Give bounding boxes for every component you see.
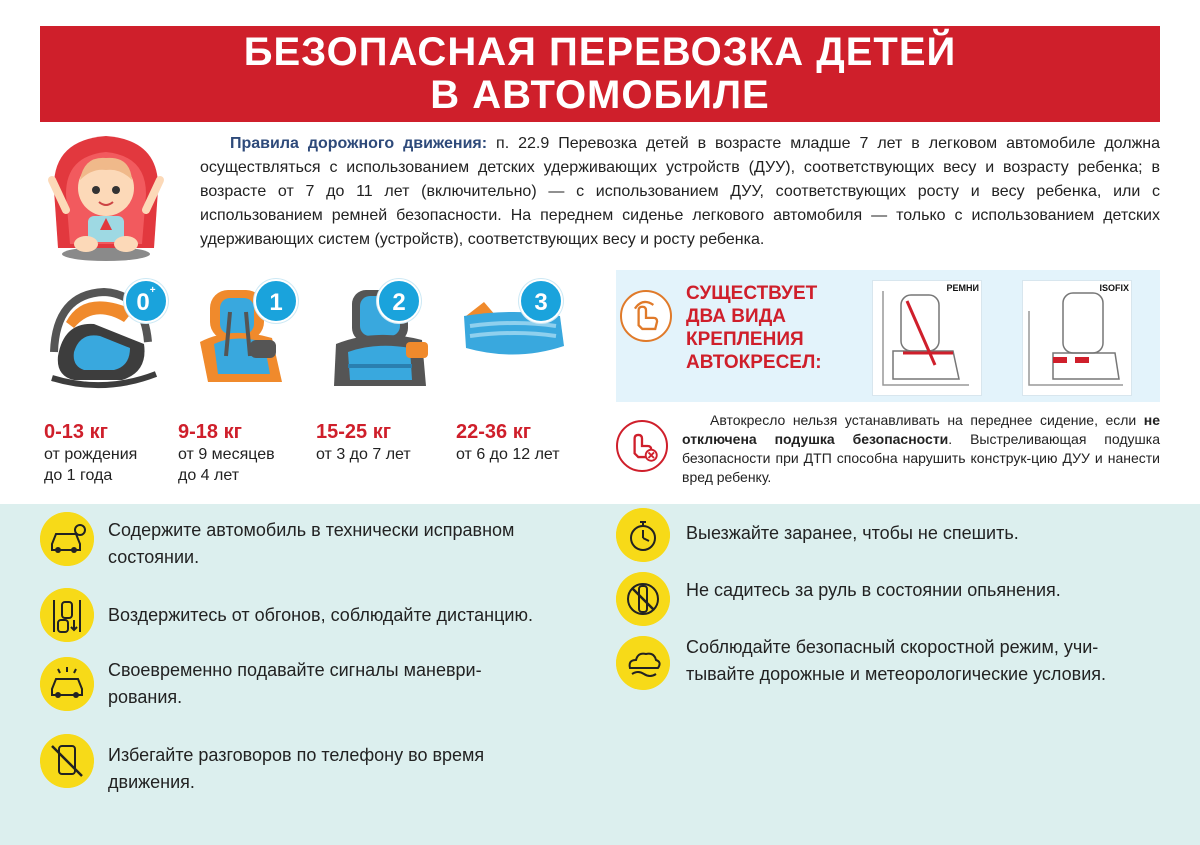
no-alcohol-icon — [616, 572, 670, 626]
age-label: от рождения — [44, 446, 138, 463]
no-front-seat-icon — [616, 420, 668, 472]
isofix-seat-icon — [1023, 281, 1131, 395]
tip-no-alcohol: Не садитесь за руль в состоянии опьянения. — [686, 580, 1061, 600]
tip-car-condition: Содержите автомобиль в технически исправном состоянии. — [108, 520, 515, 567]
airbag-warning-text: Автокресло нельзя устанавливать на переднее сидение, если не отключена подушка безопасности. Выстреливающая подушка безопасности при ДТП способна нарушить конструк-цию ДУУ и нанести вред ребенку. — [682, 412, 1160, 485]
weight-label: 22-36 кг — [456, 421, 532, 443]
hand-touch-icon — [620, 290, 672, 342]
isofix-mount-label: ISOFIX — [1099, 283, 1129, 293]
group-badge-2: 2 — [377, 279, 421, 323]
group-badge-3: 3 — [519, 279, 563, 323]
title-line-2: В АВТОМОБИЛЕ — [430, 73, 770, 117]
weather-icon — [616, 636, 670, 690]
rules-text: п. 22.9 Перевозка детей в возрасте младше 7 лет в легковом автомобиле должна осуществляться с использованием детских удерживающих устройств (ДУУ), соответствующих весу и возрасту ребенка; в возрасте от 7 до 11 лет (включительно) — с использованием ДУУ, соответствующих росту и весу ребенка, или с использованием ремней безопасности. На переднем сиденье легкового автомобиля — только с использованием детских удерживающих систем (устройств), соответствующих весу и росту ребенка. — [200, 135, 1161, 248]
car-signal-icon — [40, 657, 94, 711]
tip-signals: Своевременно подавайте сигналы маневри- рования. — [108, 660, 482, 707]
car-service-icon — [40, 512, 94, 566]
age-label: от 3 до 7 лет — [316, 446, 411, 463]
isofix-mount-illustration — [1022, 280, 1132, 396]
no-phone-icon — [40, 734, 94, 788]
tip-safe-speed: Соблюдайте безопасный скоростной режим, учи- тывайте дорожные и метеорологические условия. — [686, 637, 1107, 684]
weight-label: 0-13 кг — [44, 421, 108, 443]
age-label: до 4 лет — [178, 467, 240, 484]
weight-label: 15-25 кг — [316, 421, 392, 443]
seat-group-0plus-info — [44, 420, 137, 486]
title-banner — [40, 26, 1160, 122]
mounting-title: СУЩЕСТВУЕТ ДВА ВИДА КРЕПЛЕНИЯ АВТОКРЕСЕЛ: — [686, 283, 822, 373]
tip-no-phone: Избегайте разговоров по телефону во время движения. — [108, 745, 485, 792]
weight-label: 9-18 кг — [178, 421, 242, 443]
seat-group-1-info — [178, 420, 275, 486]
belt-mount-label: РЕМНИ — [946, 283, 979, 293]
traffic-rules-paragraph — [200, 132, 1160, 252]
airbag-warning-bold: не отключена подушка безопасности — [682, 412, 1160, 447]
rules-lead: Правила дорожного движения: — [230, 135, 488, 152]
group-badge-0plus: 0+ — [124, 279, 168, 323]
baby-in-car-seat-illustration — [44, 130, 168, 262]
tip-no-overtaking: Воздержитесь от обгонов, соблюдайте дистанцию. — [108, 605, 533, 625]
seat-group-3-info — [456, 420, 560, 465]
age-label: от 6 до 12 лет — [456, 446, 560, 463]
stopwatch-icon — [616, 508, 670, 562]
title-line-1: БЕЗОПАСНАЯ ПЕРЕВОЗКА ДЕТЕЙ — [243, 30, 957, 74]
belt-seat-icon — [873, 281, 981, 395]
age-label: до 1 года — [44, 467, 113, 484]
belt-mount-illustration — [872, 280, 982, 396]
tip-leave-early: Выезжайте заранее, чтобы не спешить. — [686, 523, 1019, 543]
seat-group-2-info — [316, 420, 411, 465]
overtaking-icon — [40, 588, 94, 642]
age-label: от 9 месяцев — [178, 446, 275, 463]
group-badge-1: 1 — [254, 279, 298, 323]
